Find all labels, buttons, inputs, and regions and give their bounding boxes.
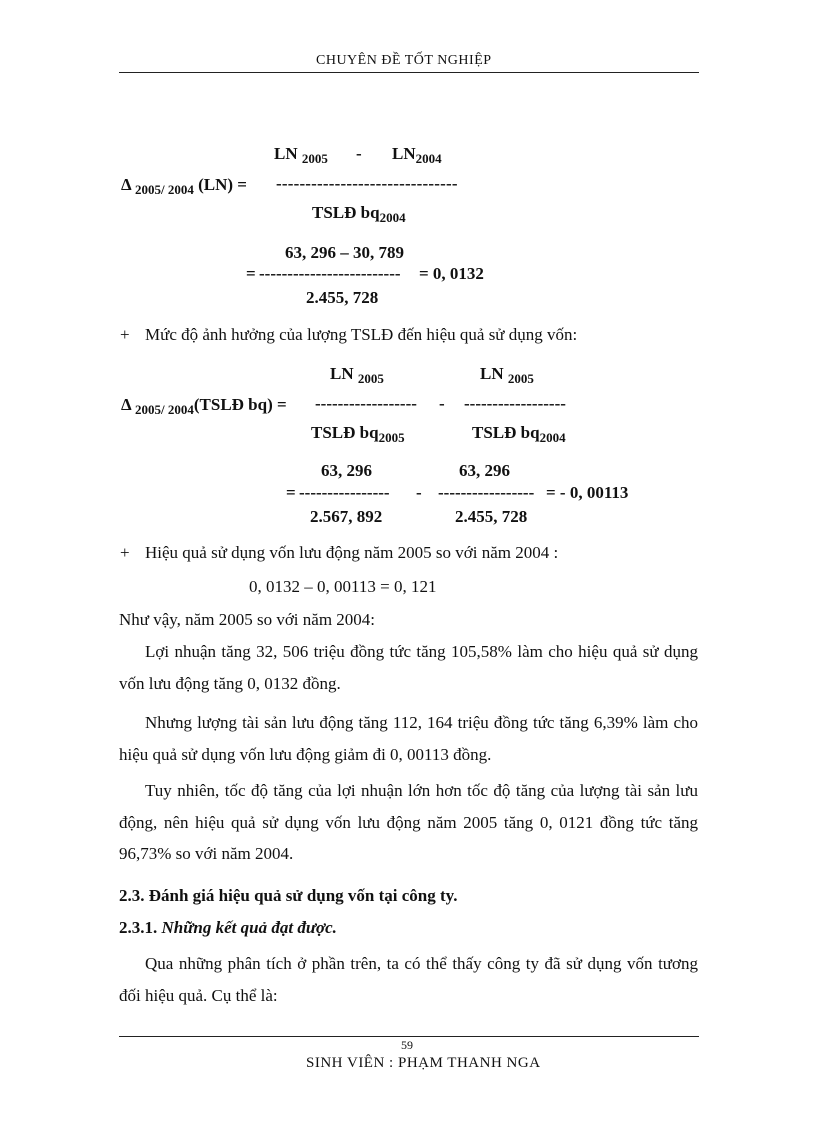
subsection-title: Những kết quả đạt được. bbox=[161, 918, 337, 937]
formula1-calc-line: ------------------------- bbox=[259, 264, 401, 283]
formula1-lhs bbox=[121, 175, 247, 195]
formula1-den-text: TSLĐ bq bbox=[312, 203, 380, 222]
formula2-den-b-text: TSLĐ bq bbox=[472, 423, 540, 442]
formula1-calc-numerator: 63, 296 – 30, 789 bbox=[285, 243, 404, 262]
subsection-number: 2.3.1. bbox=[119, 918, 158, 937]
formula2-denominator-a bbox=[311, 423, 405, 443]
formula2-num-b-sub: 2005 bbox=[507, 371, 534, 386]
page-number: 59 bbox=[401, 1038, 413, 1052]
formula2-numerator-a bbox=[330, 364, 384, 384]
formula2-calc-denominator-b: 2.455, 728 bbox=[455, 507, 528, 526]
bullet-text: Hiệu quả sử dụng vốn lưu động năm 2005 so với năm 2004 : bbox=[145, 543, 559, 562]
formula2-calc-numerator-a: 63, 296 bbox=[321, 461, 372, 480]
page-header-title: CHUYÊN ĐỀ TỐT NGHIỆP bbox=[316, 53, 492, 68]
footer-rule bbox=[119, 1036, 699, 1037]
formula2-calc-result: = - 0, 00113 bbox=[546, 483, 629, 502]
formula2-num-b-text: LN bbox=[480, 364, 504, 383]
formula1-num-a-text: LN bbox=[274, 144, 298, 163]
formula1-fraction-line: ------------------------------- bbox=[276, 174, 458, 193]
paragraph-profit: Lợi nhuận tăng 32, 506 triệu đồng tức tăng 105,58% làm cho hiệu quả sử dụng vốn lưu động tăng 0, 0132 đồng. bbox=[119, 642, 698, 693]
header-rule bbox=[119, 72, 699, 73]
bullet-mark: + bbox=[120, 543, 130, 562]
formula2-lhs bbox=[121, 395, 287, 415]
paragraph-assets: Nhưng lượng tài sản lưu động tăng 112, 164 triệu đồng tức tăng 6,39% làm cho hiệu quả sử dụng vốn lưu động giảm đi 0, 00113 đồng. bbox=[119, 713, 698, 764]
formula2-den-a-sub: 2005 bbox=[378, 430, 405, 445]
formula2-denominator-b bbox=[472, 423, 566, 443]
formula1-lhs-var: (LN) = bbox=[198, 175, 247, 194]
bullet-mark: + bbox=[120, 325, 130, 344]
formula1-lhs-sub: 2005/ 2004 bbox=[134, 182, 194, 197]
footer-author: SINH VIÊN : PHẠM THANH NGA bbox=[306, 1055, 541, 1071]
formula1-num-b-text: LN bbox=[392, 144, 416, 163]
formula2-den-b-sub: 2004 bbox=[539, 430, 566, 445]
formula2-calc-minus: - bbox=[416, 483, 422, 502]
bullet-text: Mức độ ảnh hưởng của lượng TSLĐ đến hiệu quả sử dụng vốn: bbox=[145, 325, 578, 344]
summary-line: Như vậy, năm 2005 so với năm 2004: bbox=[119, 610, 376, 629]
delta-symbol: Δ bbox=[121, 395, 131, 414]
subsection-heading bbox=[119, 918, 337, 938]
formula1-minus: - bbox=[356, 144, 362, 163]
section-heading bbox=[119, 886, 458, 906]
formula1-num-b-sub: 2004 bbox=[415, 151, 442, 166]
formula1-numerator-a bbox=[274, 144, 328, 164]
formula2-numerator-b bbox=[480, 364, 534, 384]
formula2-calc-denominator-a: 2.567, 892 bbox=[310, 507, 383, 526]
formula2-calc-eq: = bbox=[286, 483, 296, 502]
formula2-lhs-var: (TSLĐ bq) = bbox=[193, 395, 287, 414]
formula1-denominator bbox=[312, 203, 406, 223]
formula1-calc-eq: = bbox=[246, 264, 256, 283]
formula2-fraction-line-b: ------------------ bbox=[464, 394, 566, 413]
formula2-num-a-sub: 2005 bbox=[357, 371, 384, 386]
formula2-calc-line-b: ----------------- bbox=[438, 483, 535, 502]
paragraph-conclusion: Tuy nhiên, tốc độ tăng của lợi nhuận lớn hơn tốc độ tăng của lượng tài sản lưu động, nên hiệu quả sử dụng vốn lưu động năm 2005 tăng 0, 0121 đồng tức tăng 96,73% so với năm 2004. bbox=[119, 781, 698, 864]
formula2-num-a-text: LN bbox=[330, 364, 354, 383]
formula2-calc-numerator-b: 63, 296 bbox=[459, 461, 510, 480]
formula2-den-a-text: TSLĐ bq bbox=[311, 423, 379, 442]
formula1-num-a-sub: 2005 bbox=[301, 151, 328, 166]
formula1-den-sub: 2004 bbox=[379, 210, 406, 225]
section-number: 2.3. bbox=[119, 886, 145, 905]
formula1-calc-result: = 0, 0132 bbox=[419, 264, 484, 283]
section-title: Đánh giá hiệu quả sử dụng vốn tại công ty. bbox=[148, 886, 458, 905]
paragraph-closing: Qua những phân tích ở phần trên, ta có thể thấy công ty đã sử dụng vốn tương đối hiệu quả. Cụ thể là: bbox=[119, 954, 698, 1005]
formula1-calc-denominator: 2.455, 728 bbox=[306, 288, 379, 307]
formula2-minus: - bbox=[439, 394, 445, 413]
formula2-calc-line-a: ---------------- bbox=[299, 483, 390, 502]
result-equation: 0, 0132 – 0, 00113 = 0, 121 bbox=[249, 577, 437, 596]
delta-symbol: Δ bbox=[121, 175, 131, 194]
formula1-numerator-b bbox=[392, 144, 442, 164]
formula2-fraction-line-a: ------------------ bbox=[315, 394, 417, 413]
formula2-lhs-sub: 2005/ 2004 bbox=[134, 402, 194, 417]
